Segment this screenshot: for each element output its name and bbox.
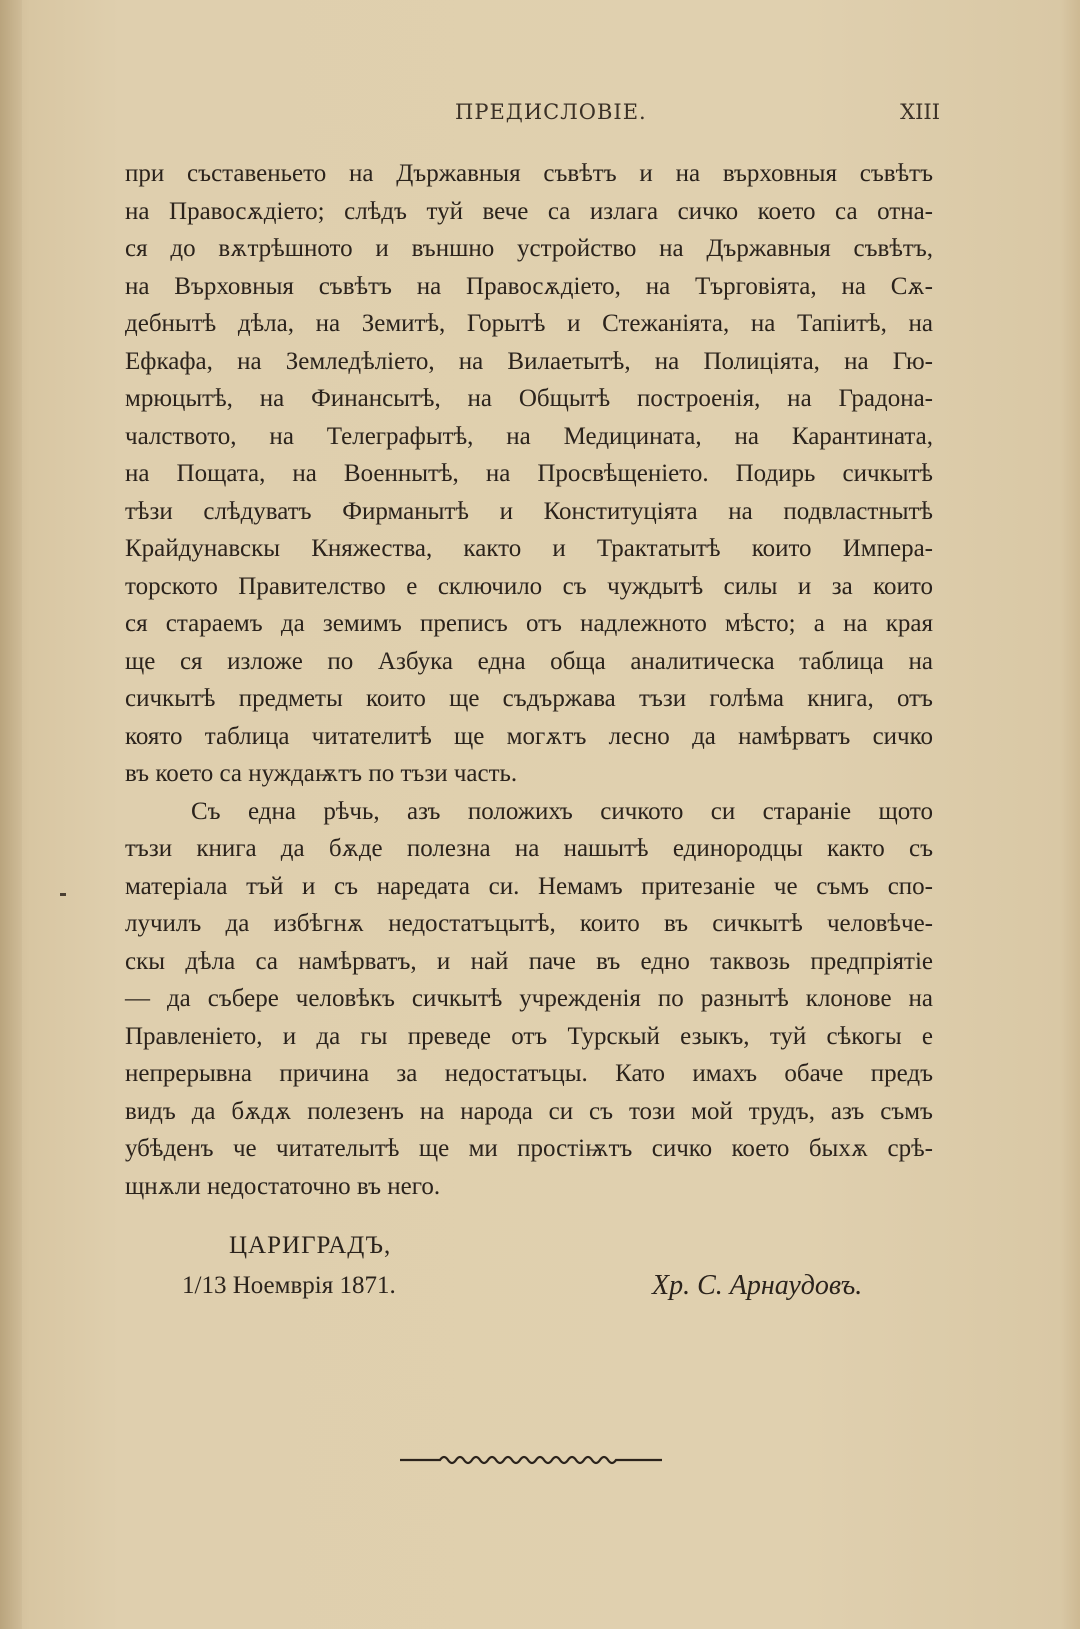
ink-speck — [60, 893, 66, 896]
text-line: при съставеньето на Държавныя съвѣтъ и на върховныя съвѣтъ — [125, 160, 933, 187]
text-line: щнѫли недостаточно въ него. — [125, 1172, 441, 1200]
text-line: непрерывна причина за недостатъцы. Като имахъ обаче предъ — [125, 1060, 933, 1087]
author-signature: Хр. С. Арнаудовъ. — [652, 1270, 863, 1301]
text-line: Правленіето, и да гы преведе отъ Турскый езыкъ, туй сѣкогы е — [125, 1022, 933, 1050]
decorative-rule-icon — [400, 1450, 662, 1470]
text-line: въ което са нуждаѭтъ по тъзи часть. — [125, 760, 518, 787]
text-line: Ефкафа, на Земледѣліето, на Вилаетытѣ, на Полиціята, на Гю- — [125, 347, 933, 375]
text-line: мрюцытѣ, на Финансытѣ, на Общытѣ построенія, на Градона- — [125, 385, 933, 412]
text-line: тъзи книга да бѫде полезна на нашытѣ единородцы както съ — [125, 835, 933, 862]
text-line: на Пощата, на Военнытѣ, на Просвѣщеніето. Подирь сичкытѣ — [125, 460, 933, 487]
text-line: Крайдунавскы Княжества, както и Трактатытѣ които Импера- — [125, 535, 933, 562]
text-line: видъ да бѫдѫ полезенъ на народа си съ този мой трудъ, азъ съмъ — [125, 1097, 933, 1125]
text-line: ся стараемъ да земимъ преписъ отъ надлежното мѣсто; а на края — [125, 610, 933, 637]
text-line: дебнытѣ дѣла, на Земитѣ, Горытѣ и Стежаніята, на Тапіитѣ, на — [125, 310, 933, 337]
text-line: убѣденъ че читателытѣ ще ми простіѭтъ сичко което быхѫ срѣ- — [125, 1135, 933, 1162]
running-title: ПРЕДИСЛОВІЕ. — [455, 100, 647, 124]
signing-date: 1/13 Ноемврія 1871. — [182, 1272, 396, 1299]
page-header — [120, 100, 940, 130]
place-of-signing: ЦАРИГРАДЪ, — [229, 1232, 392, 1259]
text-line: скы дѣла са намѣрватъ, и най паче въ едно таквозь предпріятіе — [125, 947, 933, 975]
text-line: матеріала тъй и съ наредата си. Немамъ притезаніе че съмъ спо- — [125, 872, 933, 900]
body-text — [125, 155, 933, 1205]
text-line: на Върховныя съвѣтъ на Правосѫдіето, на Търговіята, на Сѫ- — [125, 272, 933, 300]
text-line: лучилъ да избѣгнѫ недостатъцытѣ, които въ сичкытѣ человѣче- — [125, 910, 933, 937]
page-number: XIII — [900, 100, 940, 124]
page-gutter — [0, 0, 22, 1629]
text-line: сичкытѣ предметы които ще съдържава тъзи голѣма книга, отъ — [125, 685, 933, 712]
text-line: на Правосѫдіето; слѣдъ туй вече са излага сичко което са отна- — [125, 197, 933, 225]
text-line: ся до вѫтрѣшното и външно устройство на Държавныя съвѣтъ, — [125, 235, 933, 262]
text-line: — да събере человѣкъ сичкытѣ учрежденія по разнытѣ клонове на — [125, 985, 933, 1012]
text-line: тѣзи слѣдуватъ Фирманытѣ и Конституціята на подвластнытѣ — [125, 497, 933, 525]
text-line: която таблица читателитѣ ще могѫтъ лесно да намѣрватъ сичко — [125, 722, 933, 750]
text-line: Съ една рѣчь, азъ положихъ сичкото си стараніе щото — [191, 797, 933, 825]
text-line: чалството, на Телеграфытѣ, на Медицината, на Карантината, — [125, 422, 933, 450]
text-line: ще ся изложе по Азбука една обща аналитическа таблица на — [125, 647, 933, 675]
text-line: торското Правителство е сключило съ чуждытѣ силы и за които — [125, 572, 933, 600]
